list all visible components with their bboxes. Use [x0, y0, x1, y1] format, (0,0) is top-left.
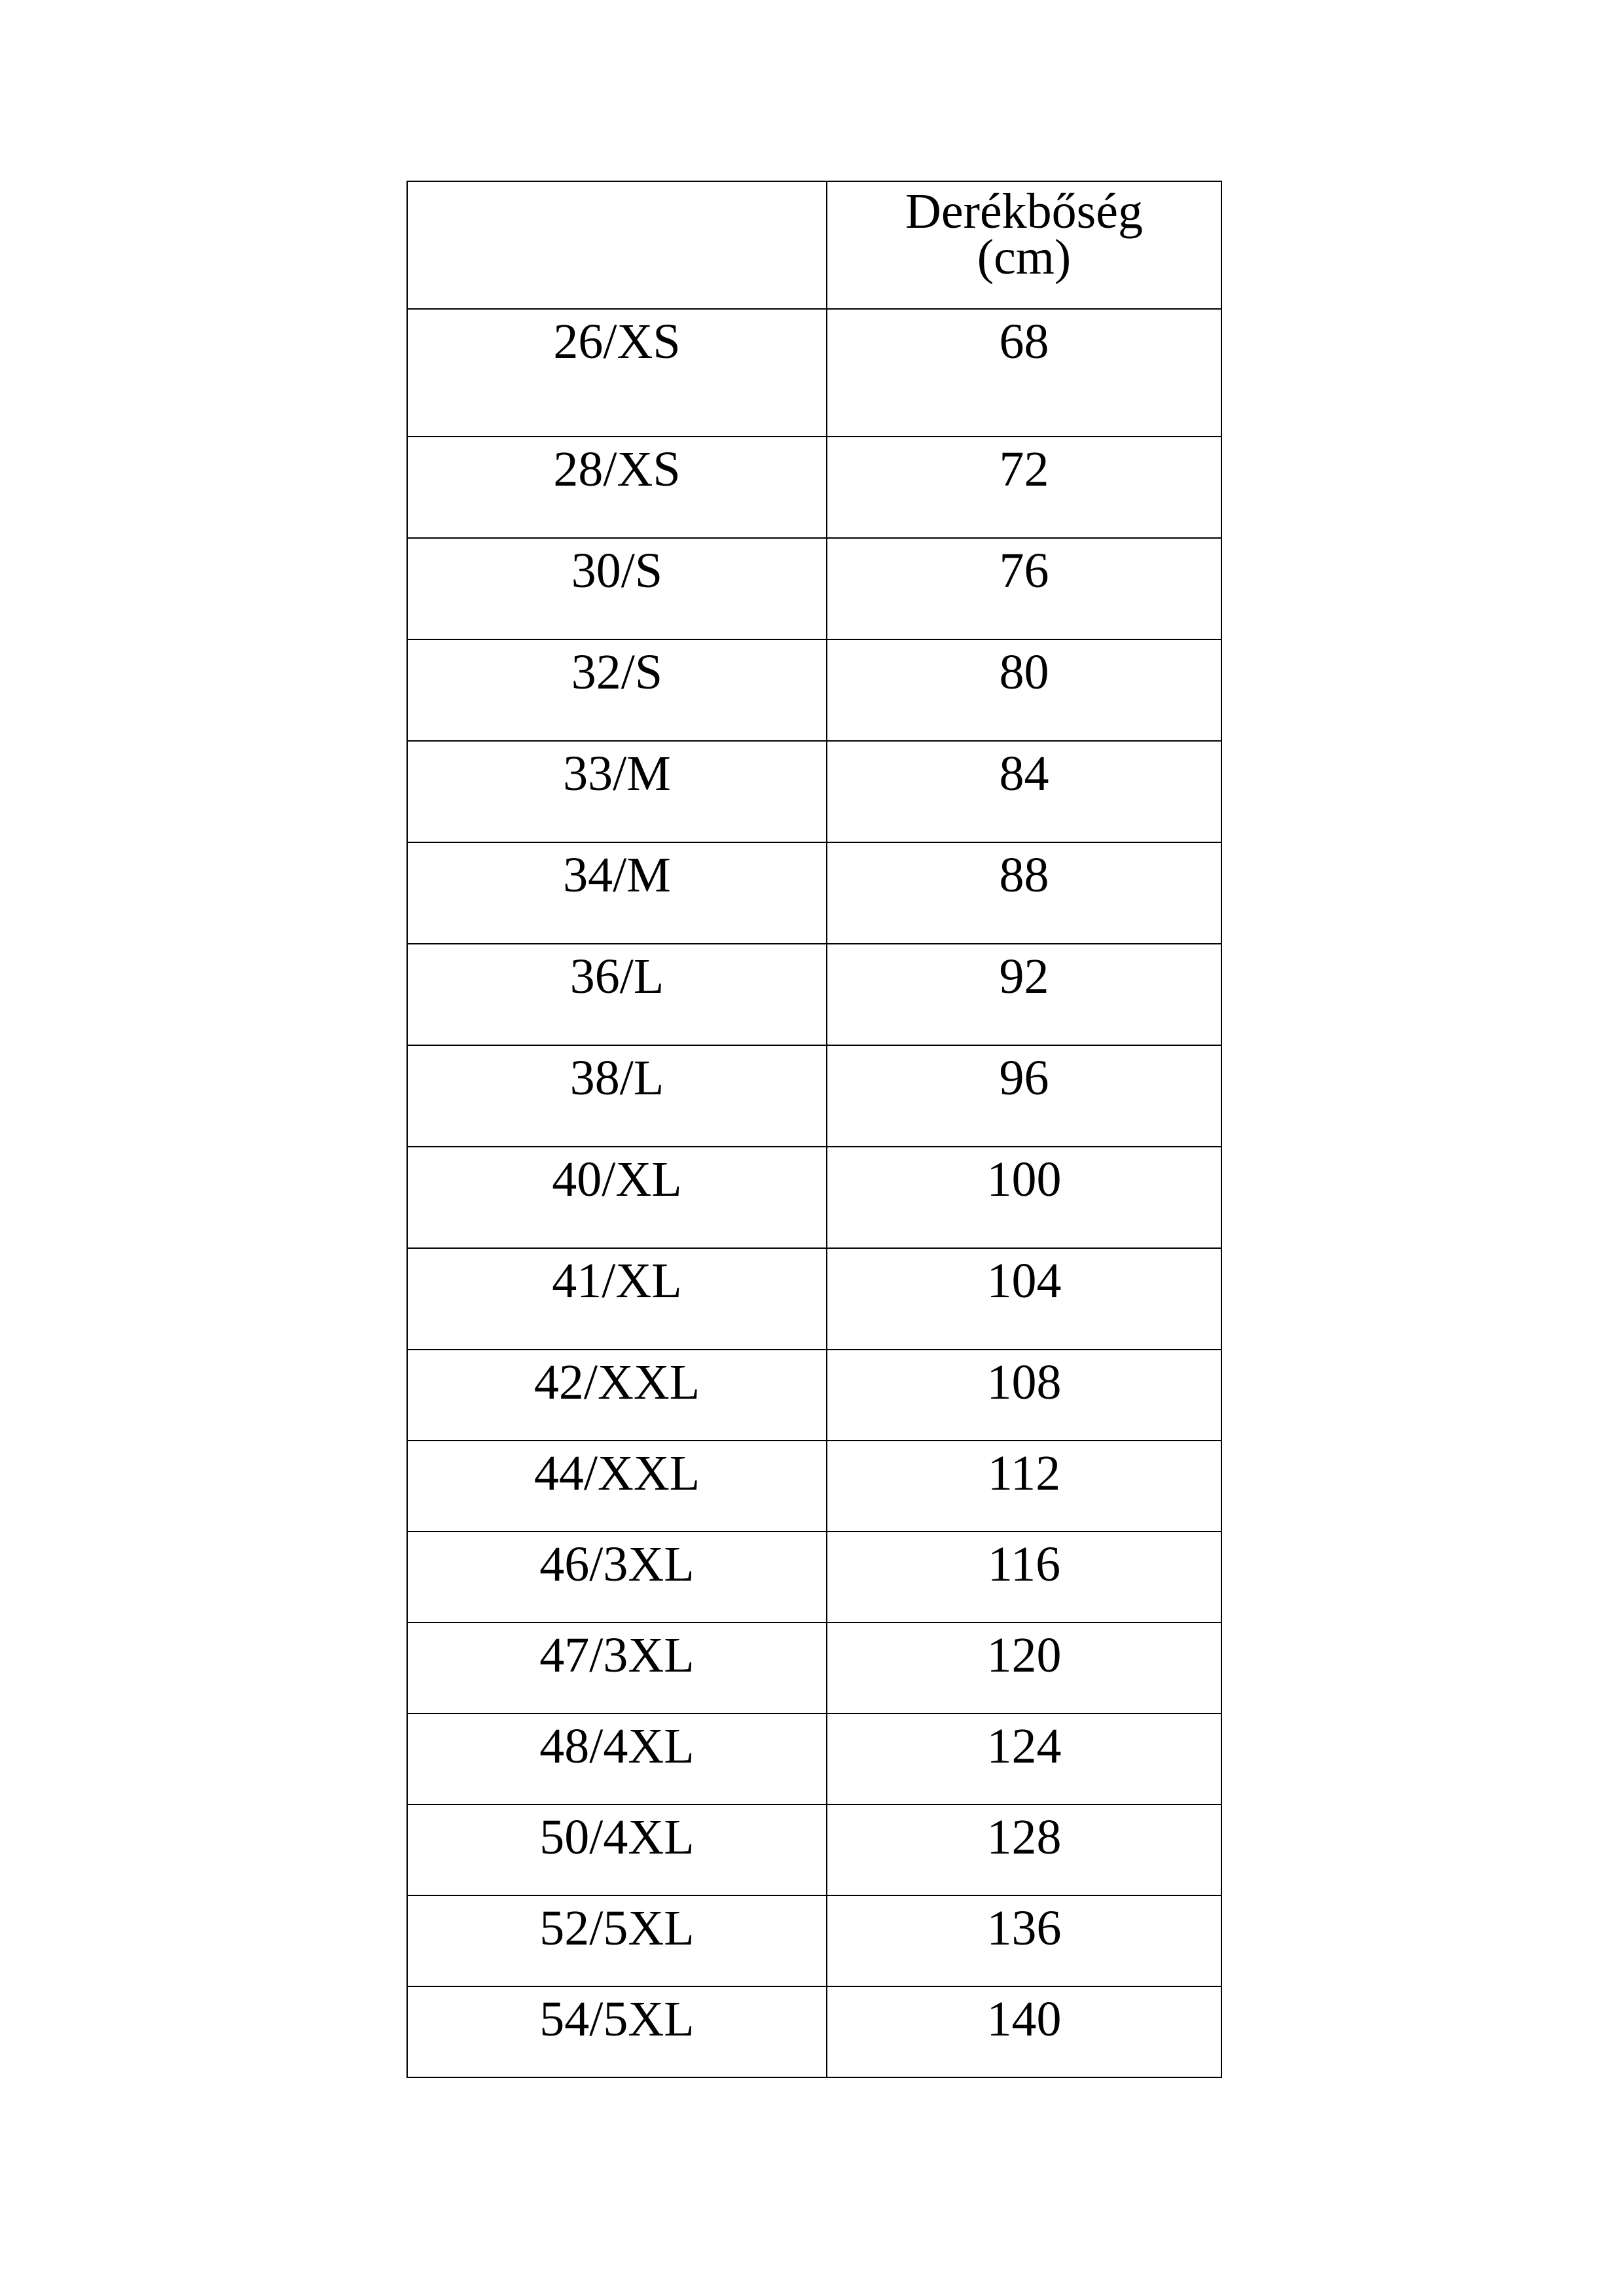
waist-cell-text: 100 — [986, 1152, 1062, 1207]
waist-cell — [827, 538, 1221, 639]
size-cell — [407, 944, 827, 1045]
waist-cell — [827, 309, 1221, 437]
size-cell — [407, 741, 827, 842]
size-cell-text: 40/XL — [552, 1152, 682, 1207]
table-row — [407, 437, 1221, 538]
waist-cell-text: 108 — [986, 1355, 1062, 1410]
waist-cell — [827, 1248, 1221, 1350]
size-cell — [407, 1147, 827, 1248]
waist-cell-text: 92 — [999, 949, 1049, 1004]
size-cell-text: 34/M — [563, 848, 671, 903]
header-size-label — [408, 182, 826, 188]
header-waist-label: Derékbőség (cm) — [905, 184, 1143, 285]
waist-cell — [827, 1350, 1221, 1441]
table-row — [407, 842, 1221, 944]
waist-cell — [827, 1804, 1221, 1895]
size-cell-text: 52/5XL — [539, 1901, 695, 1956]
header-cell-size — [407, 181, 827, 309]
size-cell-text: 28/XS — [553, 442, 681, 497]
waist-cell — [827, 1986, 1221, 2077]
table-row — [407, 639, 1221, 741]
size-cell-text: 36/L — [569, 949, 664, 1004]
header-cell-waist — [827, 181, 1221, 309]
waist-cell — [827, 842, 1221, 944]
waist-cell-text: 72 — [999, 442, 1049, 497]
size-cell — [407, 1713, 827, 1804]
size-cell — [407, 309, 827, 437]
table-row — [407, 1895, 1221, 1986]
waist-cell-text: 116 — [987, 1537, 1061, 1592]
waist-cell-text: 68 — [999, 314, 1049, 369]
size-cell — [407, 1248, 827, 1350]
table-row — [407, 309, 1221, 437]
size-cell — [407, 437, 827, 538]
table-row — [407, 1441, 1221, 1532]
table-header-row — [407, 181, 1221, 309]
waist-cell-text: 120 — [986, 1628, 1062, 1683]
table-row — [407, 1623, 1221, 1713]
size-cell — [407, 538, 827, 639]
size-cell — [407, 842, 827, 944]
waist-cell-text: 84 — [999, 746, 1049, 801]
table-row — [407, 1248, 1221, 1350]
waist-cell-text: 88 — [999, 848, 1049, 903]
waist-cell — [827, 1045, 1221, 1147]
waist-cell — [827, 741, 1221, 842]
size-cell — [407, 1804, 827, 1895]
waist-cell-text: 80 — [999, 645, 1049, 700]
size-cell — [407, 1895, 827, 1986]
waist-cell — [827, 437, 1221, 538]
size-cell-text: 46/3XL — [539, 1537, 695, 1592]
size-cell — [407, 639, 827, 741]
table-row — [407, 1350, 1221, 1441]
size-cell — [407, 1986, 827, 2077]
waist-cell — [827, 1623, 1221, 1713]
waist-cell — [827, 1532, 1221, 1623]
size-cell-text: 41/XL — [552, 1253, 682, 1308]
size-cell — [407, 1350, 827, 1441]
waist-cell — [827, 1441, 1221, 1532]
waist-cell-text: 96 — [999, 1050, 1049, 1105]
waist-cell — [827, 1147, 1221, 1248]
waist-cell-text: 140 — [986, 1992, 1062, 2047]
table-row — [407, 741, 1221, 842]
waist-cell — [827, 944, 1221, 1045]
size-cell-text: 50/4XL — [539, 1810, 695, 1865]
waist-cell-text: 112 — [987, 1446, 1061, 1501]
waist-cell-text: 128 — [986, 1810, 1062, 1865]
size-cell-text: 48/4XL — [539, 1719, 695, 1774]
table-row — [407, 944, 1221, 1045]
size-cell — [407, 1441, 827, 1532]
size-table — [406, 181, 1222, 2078]
table-row — [407, 1147, 1221, 1248]
size-cell — [407, 1532, 827, 1623]
waist-cell-text: 136 — [986, 1901, 1062, 1956]
size-cell-text: 32/S — [571, 645, 663, 700]
size-cell-text: 47/3XL — [539, 1628, 695, 1683]
size-cell — [407, 1045, 827, 1147]
size-cell-text: 42/XXL — [533, 1355, 700, 1410]
size-cell-text: 33/M — [563, 746, 671, 801]
table-row — [407, 1045, 1221, 1147]
table-row — [407, 1532, 1221, 1623]
size-table-body — [407, 181, 1221, 2077]
waist-cell — [827, 1895, 1221, 1986]
table-row — [407, 1986, 1221, 2077]
table-row — [407, 1713, 1221, 1804]
waist-cell-text: 104 — [986, 1253, 1062, 1308]
size-cell-text: 30/S — [571, 543, 663, 598]
size-cell — [407, 1623, 827, 1713]
size-cell-text: 54/5XL — [539, 1992, 695, 2047]
table-row — [407, 538, 1221, 639]
waist-cell-text: 124 — [986, 1719, 1062, 1774]
size-cell-text: 38/L — [569, 1050, 664, 1105]
size-cell-text: 26/XS — [553, 314, 681, 369]
size-cell-text: 44/XXL — [533, 1446, 700, 1501]
waist-cell-text: 76 — [999, 543, 1049, 598]
waist-cell — [827, 639, 1221, 741]
table-row — [407, 1804, 1221, 1895]
waist-cell — [827, 1713, 1221, 1804]
